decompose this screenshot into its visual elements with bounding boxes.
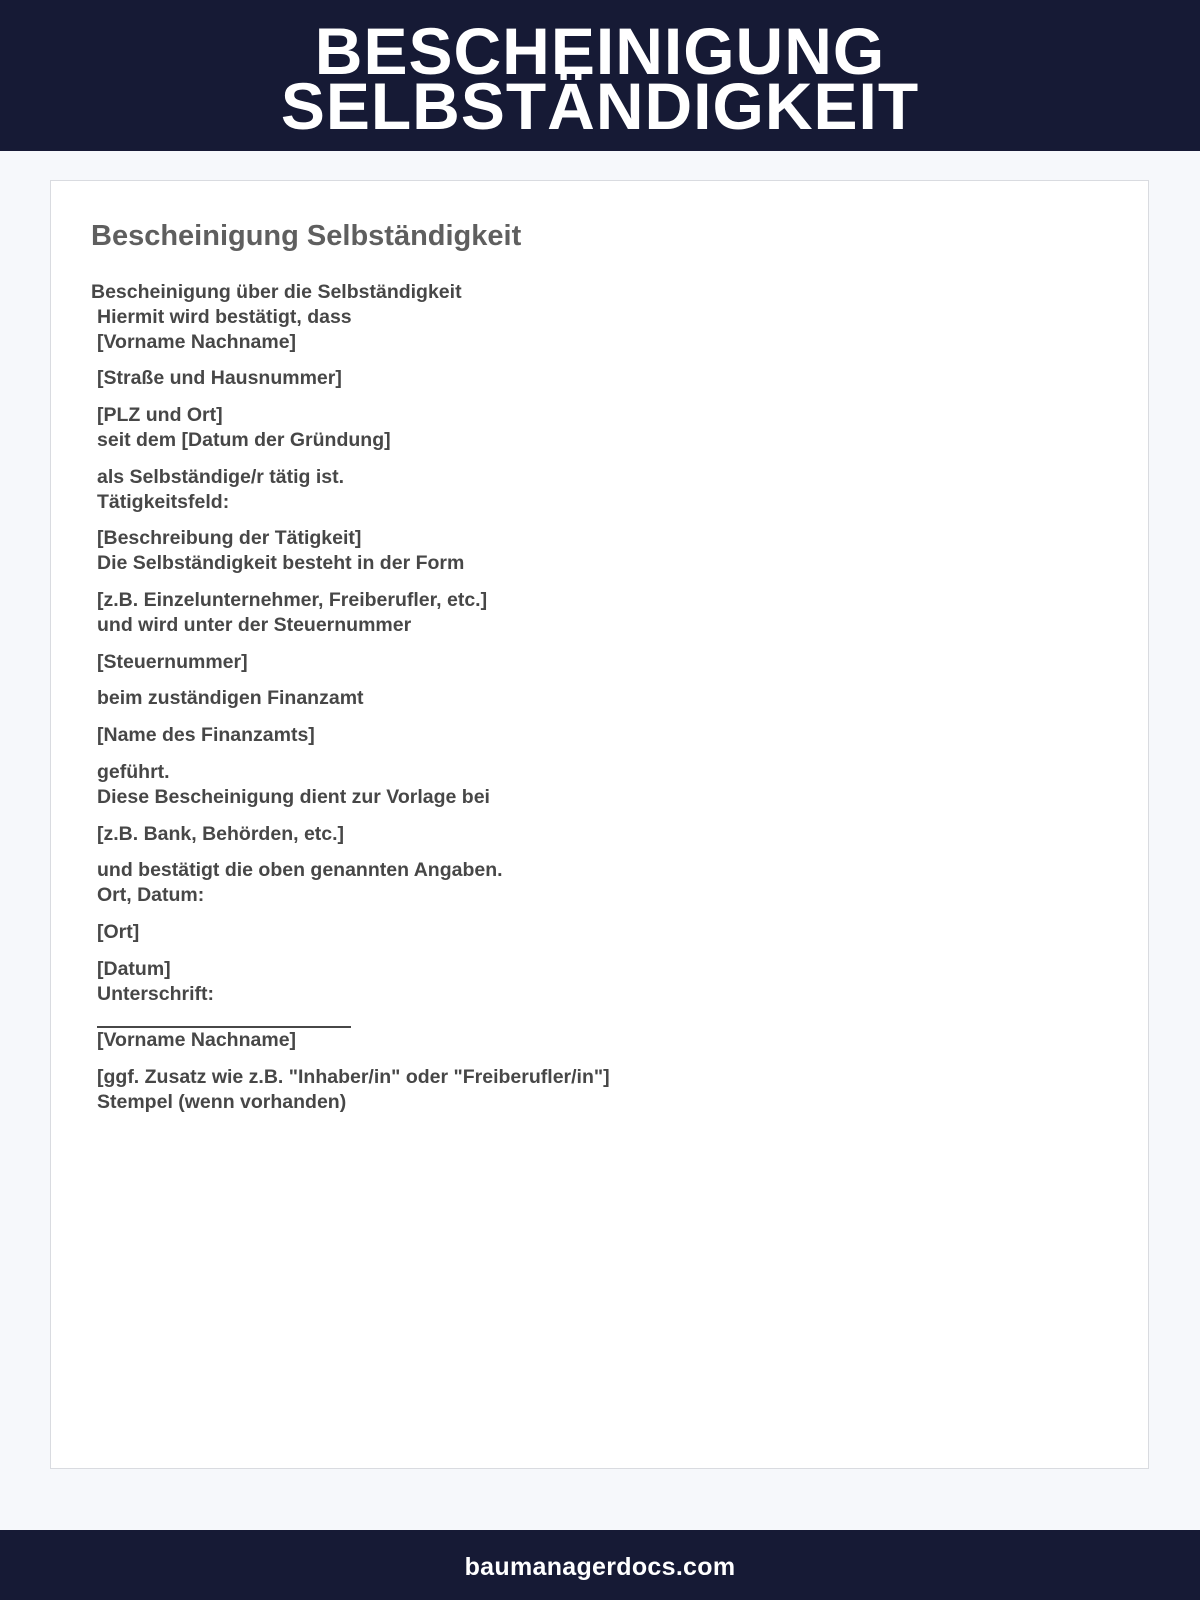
placeholder-recipient: [z.B. Bank, Behörden, etc.] — [97, 822, 345, 845]
document-card — [50, 180, 1149, 1469]
banner-title-line-2: SELBSTÄNDIGKEIT — [280, 69, 920, 143]
placeholder-postcode-city: [PLZ und Ort] — [97, 404, 223, 427]
placeholder-business-form: [z.B. Einzelunternehmer, Freiberufler, etc.] — [97, 588, 488, 611]
placeholder-tax-number: [Steuernummer] — [97, 650, 248, 673]
document-body — [91, 280, 1091, 1115]
signature-label: Unterschrift: — [97, 982, 215, 1005]
placeholder-tax-office: [Name des Finanzamts] — [97, 724, 315, 747]
document-line: Ort, Datum: — [97, 884, 205, 907]
placeholder-place: [Ort] — [97, 920, 140, 943]
header-banner — [0, 0, 1200, 151]
document-line: als Selbständige/r tätig ist. — [97, 465, 345, 488]
document-line: seit dem [Datum der Gründung] — [97, 428, 391, 451]
placeholder-activity: [Beschreibung der Tätigkeit] — [97, 527, 362, 550]
document-line: Die Selbständigkeit besteht in der Form — [97, 552, 465, 575]
document-line: und wird unter der Steuernummer — [97, 613, 412, 636]
banner-title — [0, 14, 1200, 143]
document-line: Diese Bescheinigung dient zur Vorlage bei — [97, 785, 490, 808]
banner-title-line-1: BESCHEINIGUNG — [314, 14, 886, 88]
placeholder-date: [Datum] — [97, 957, 171, 980]
document-line: geführt. — [97, 760, 170, 783]
placeholder-signer-name: [Vorname Nachname] — [97, 1029, 297, 1052]
document-heading: Bescheinigung Selbständigkeit — [91, 220, 522, 252]
footer-site-name: baumanagerdocs.com — [464, 1553, 736, 1581]
footer-banner — [0, 1530, 1200, 1600]
document-line: Bescheinigung über die Selbständigkeit — [91, 281, 462, 303]
document-line: beim zuständigen Finanzamt — [97, 687, 364, 710]
document-line: Hiermit wird bestätigt, dass — [97, 305, 352, 328]
document-line: und bestätigt die oben genannten Angaben. — [97, 859, 503, 882]
document-line: Tätigkeitsfeld: — [97, 490, 230, 513]
placeholder-street: [Straße und Hausnummer] — [97, 367, 342, 390]
placeholder-full-name: [Vorname Nachname] — [97, 330, 297, 353]
stamp-note: Stempel (wenn vorhanden) — [97, 1090, 347, 1113]
placeholder-signer-title: [ggf. Zusatz wie z.B. "Inhaber/in" oder "Freiberufler/in"] — [97, 1066, 610, 1089]
